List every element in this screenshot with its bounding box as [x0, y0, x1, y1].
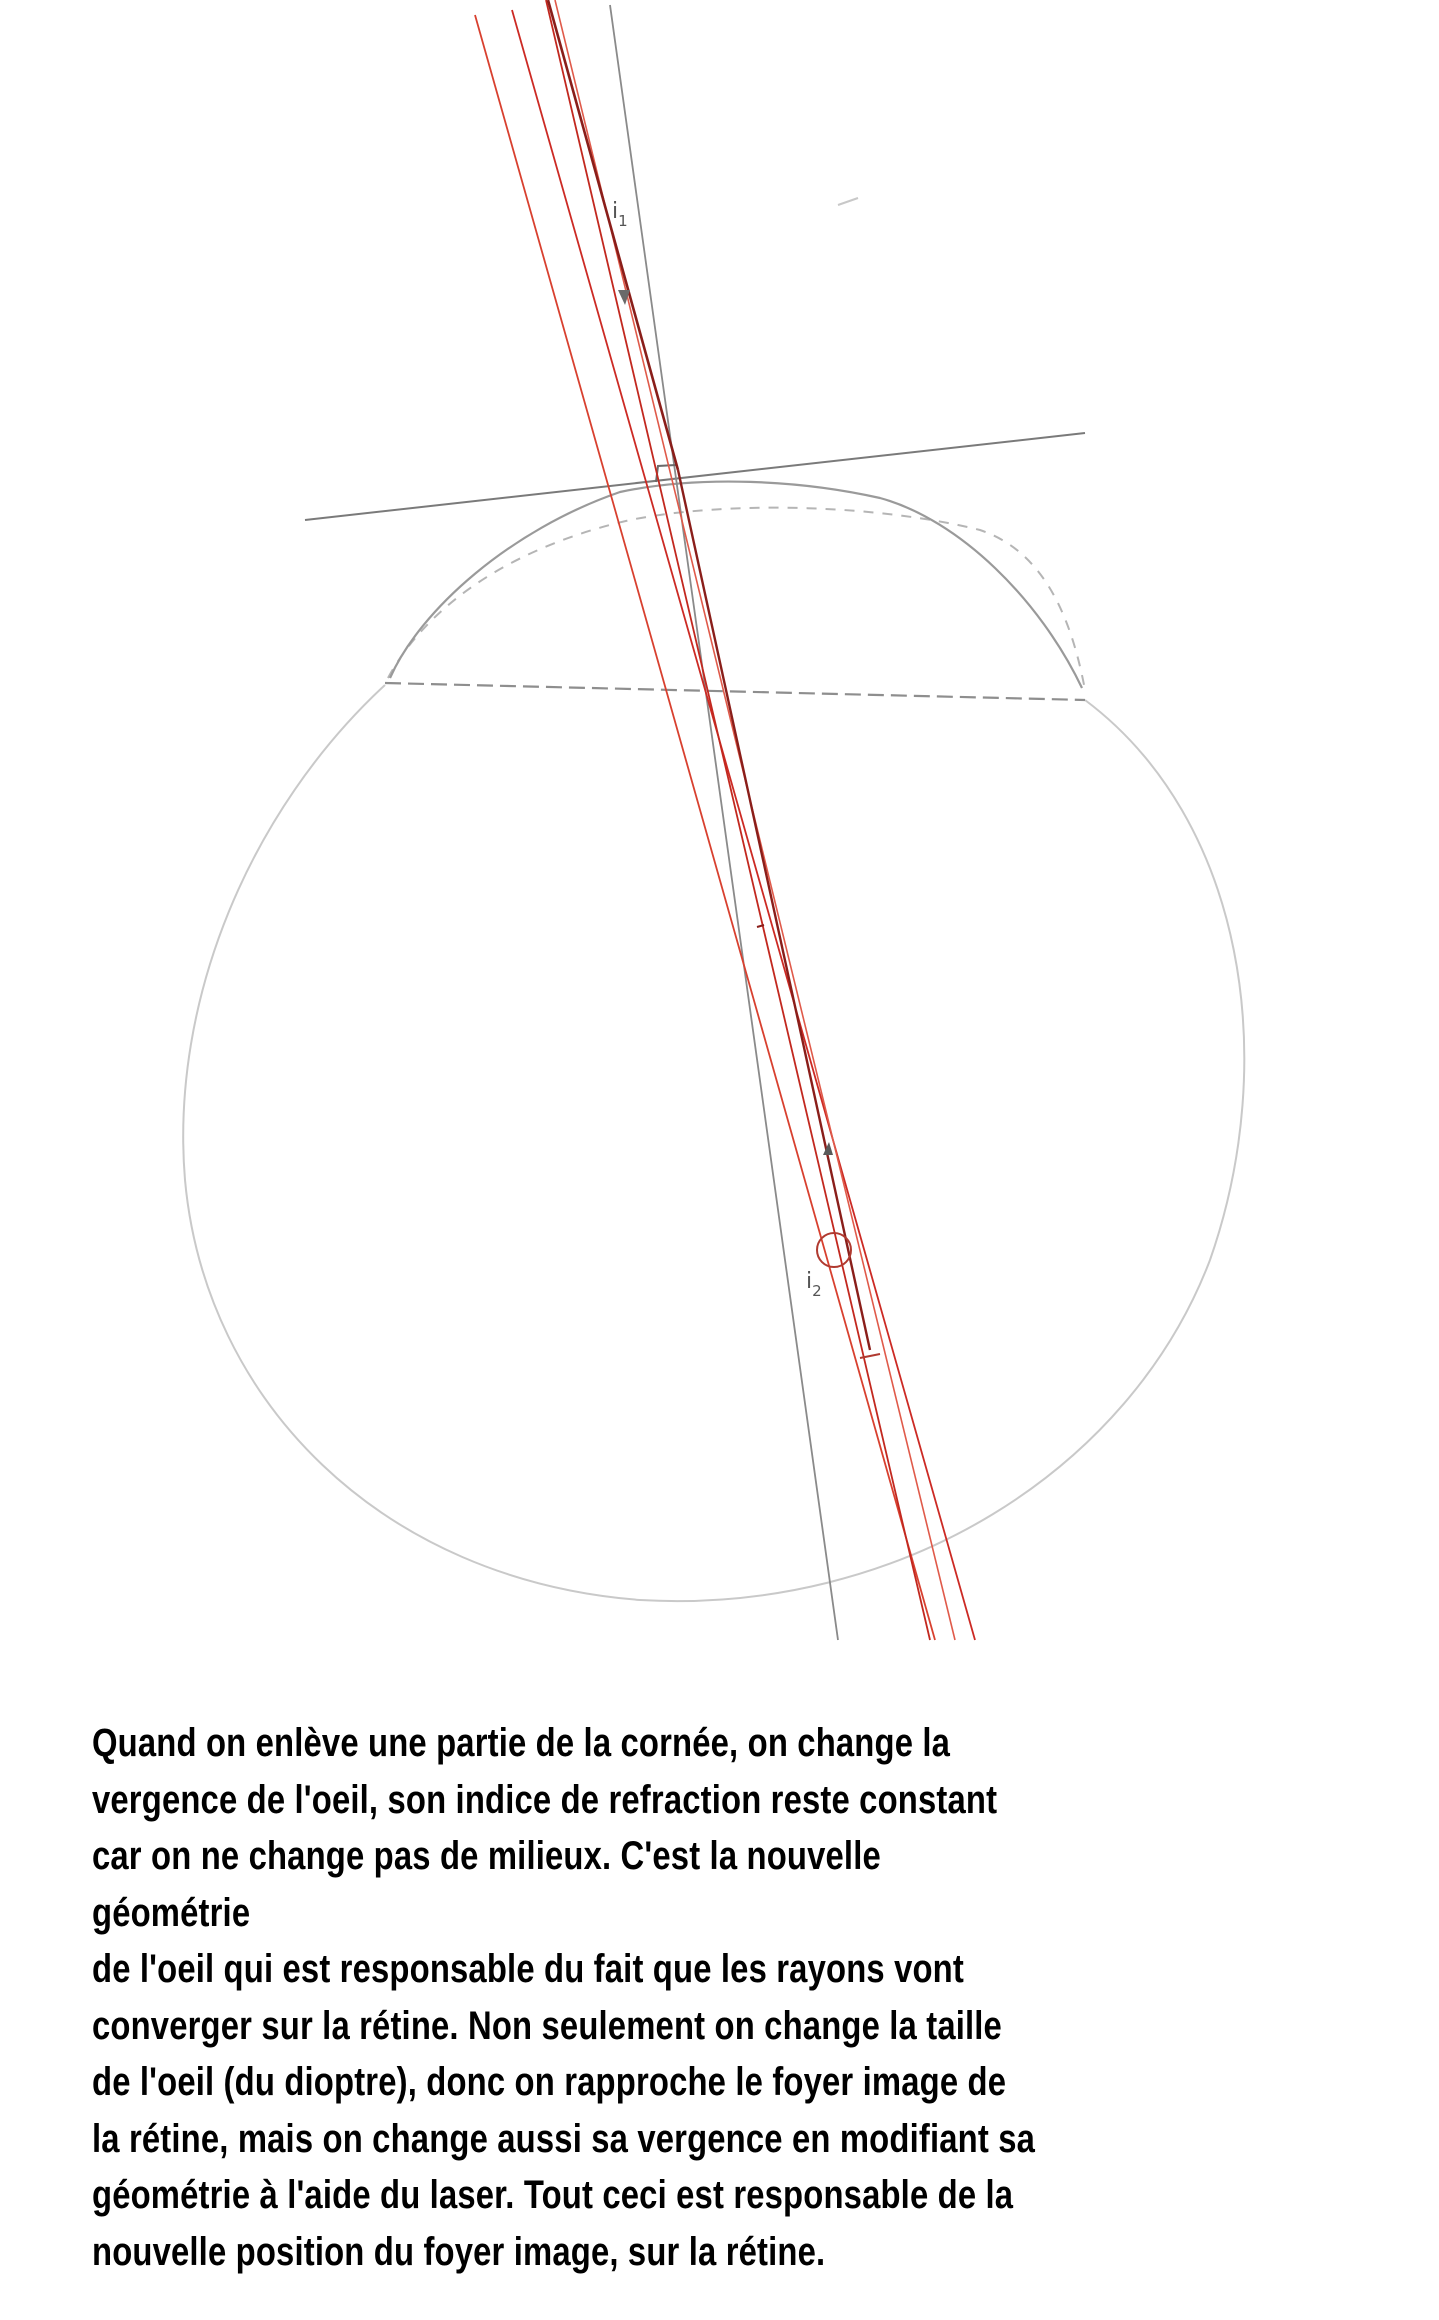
reshaped-cornea-arc	[390, 482, 1082, 688]
angle-label-i1: $i_1$	[612, 199, 628, 230]
caption-text: Quand on enlève une partie de la cornée, on change la vergence de l'oeil, son indice de refraction reste constant car on ne change pas de milieux. C'est la nouvelle géométrie de l'oeil qui est responsable du fait que les rayons vont converger sur la rétine. Non seulement on change la taille de l'oeil (du dioptre), donc on rapproche le foyer image de la rétine, mais on change aussi sa vergence en modifiant sa géométrie à l'aide du laser. Tout ceci est responsable de la nouvelle position du foyer image, sur la rétine.	[92, 1721, 1036, 2274]
ray-2	[512, 10, 975, 1640]
stray-pencil-mark	[838, 198, 858, 205]
refracted-ray-inside	[678, 470, 870, 1350]
focal-point-marker	[817, 1233, 851, 1267]
normal-line	[610, 5, 838, 1640]
ray-1	[475, 15, 935, 1640]
original-cornea-arc	[388, 508, 1085, 690]
eyeball-outline	[183, 685, 1244, 1601]
angle-label-i2: $i_2$	[806, 1269, 822, 1300]
refracted-ray	[548, 0, 678, 470]
tangent-line	[305, 433, 1085, 520]
ray-3	[546, 0, 930, 1640]
cornea-base-line	[385, 683, 1085, 700]
